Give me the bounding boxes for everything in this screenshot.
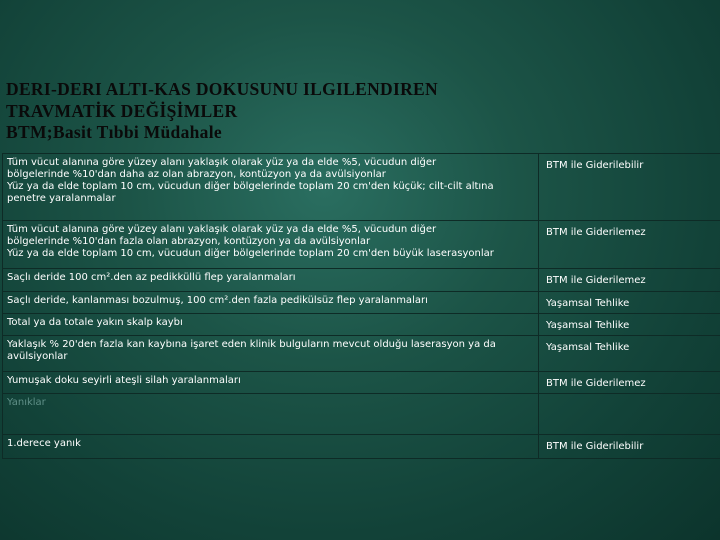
section-header-cell — [3, 394, 539, 435]
title-line-2: TRAVMATİK DEĞİŞİMLER — [6, 100, 238, 121]
injury-classification-table — [2, 153, 720, 459]
table-row — [3, 394, 720, 435]
condition-line: avülsiyonlar — [7, 351, 68, 362]
section-header-burns: Yanıklar — [7, 397, 46, 408]
title-line-1: DERI-DERI ALTI-KAS DOKUSUNU ILGILENDIREN — [6, 79, 438, 99]
result-cell: Yaşamsal Tehlike — [539, 292, 720, 314]
condition-cell — [3, 221, 539, 269]
table-row — [3, 292, 720, 314]
table-row — [3, 154, 720, 221]
condition-line: penetre yaralanmalar — [7, 193, 116, 204]
result-cell: BTM ile Giderilebilir — [539, 154, 720, 221]
condition-line: Tüm vücut alanına göre yüzey alanı yaklaşık olarak yüz ya da elde %5, vücudun diğer — [7, 157, 437, 168]
condition-line: bölgelerinde %10'dan daha az olan abrazyon, kontüzyon ya da avülsiyonlar — [7, 169, 386, 180]
result-cell: BTM ile Giderilemez — [539, 372, 720, 394]
condition-line: Yüz ya da elde toplam 10 cm, vücudun diğer bölgelerinde toplam 20 cm'den küçük; cilt-cilt altına — [7, 181, 494, 192]
table-row — [3, 336, 720, 372]
result-cell: BTM ile Giderilemez — [539, 221, 720, 269]
condition-line: Saçlı deride 100 cm².den az pedikküllü flep yaralanmaları — [7, 272, 296, 283]
condition-line: Saçlı deride, kanlanması bozulmuş, 100 cm².den fazla pedikülsüz flep yaralanmaları — [7, 295, 428, 306]
condition-cell — [3, 292, 539, 314]
result-cell: BTM ile Giderilemez — [539, 269, 720, 292]
condition-line: Yüz ya da elde toplam 10 cm, vücudun diğer bölgelerinde toplam 20 cm'den büyük laserasyonlar — [7, 248, 494, 259]
condition-line: Total ya da totale yakın skalp kaybı — [7, 317, 183, 328]
slide-title — [6, 79, 706, 144]
table-row — [3, 314, 720, 336]
title-line-3: BTM;Basit Tıbbi Müdahale — [6, 122, 222, 142]
condition-cell — [3, 314, 539, 336]
condition-line: 1.derece yanık — [7, 438, 81, 449]
result-cell: Yaşamsal Tehlike — [539, 314, 720, 336]
table-row — [3, 269, 720, 292]
table-row — [3, 372, 720, 394]
condition-line: bölgelerinde %10'dan fazla olan abrazyon, kontüzyon ya da avülsiyonlar — [7, 236, 371, 247]
condition-cell — [3, 154, 539, 221]
condition-cell — [3, 435, 539, 459]
result-cell: Yaşamsal Tehlike — [539, 336, 720, 372]
condition-cell — [3, 372, 539, 394]
condition-cell — [3, 336, 539, 372]
result-cell — [539, 394, 720, 435]
condition-line: Yumuşak doku seyirli ateşli silah yaralanmaları — [7, 375, 241, 386]
table-row — [3, 221, 720, 269]
table-row — [3, 435, 720, 459]
condition-line: Yaklaşık % 20'den fazla kan kaybına işaret eden klinik bulguların mevcut olduğu laserasyon ya da — [7, 339, 496, 350]
result-cell: BTM ile Giderilebilir — [539, 435, 720, 459]
condition-line: Tüm vücut alanına göre yüzey alanı yaklaşık olarak yüz ya da elde %5, vücudun diğer — [7, 224, 437, 235]
condition-cell — [3, 269, 539, 292]
